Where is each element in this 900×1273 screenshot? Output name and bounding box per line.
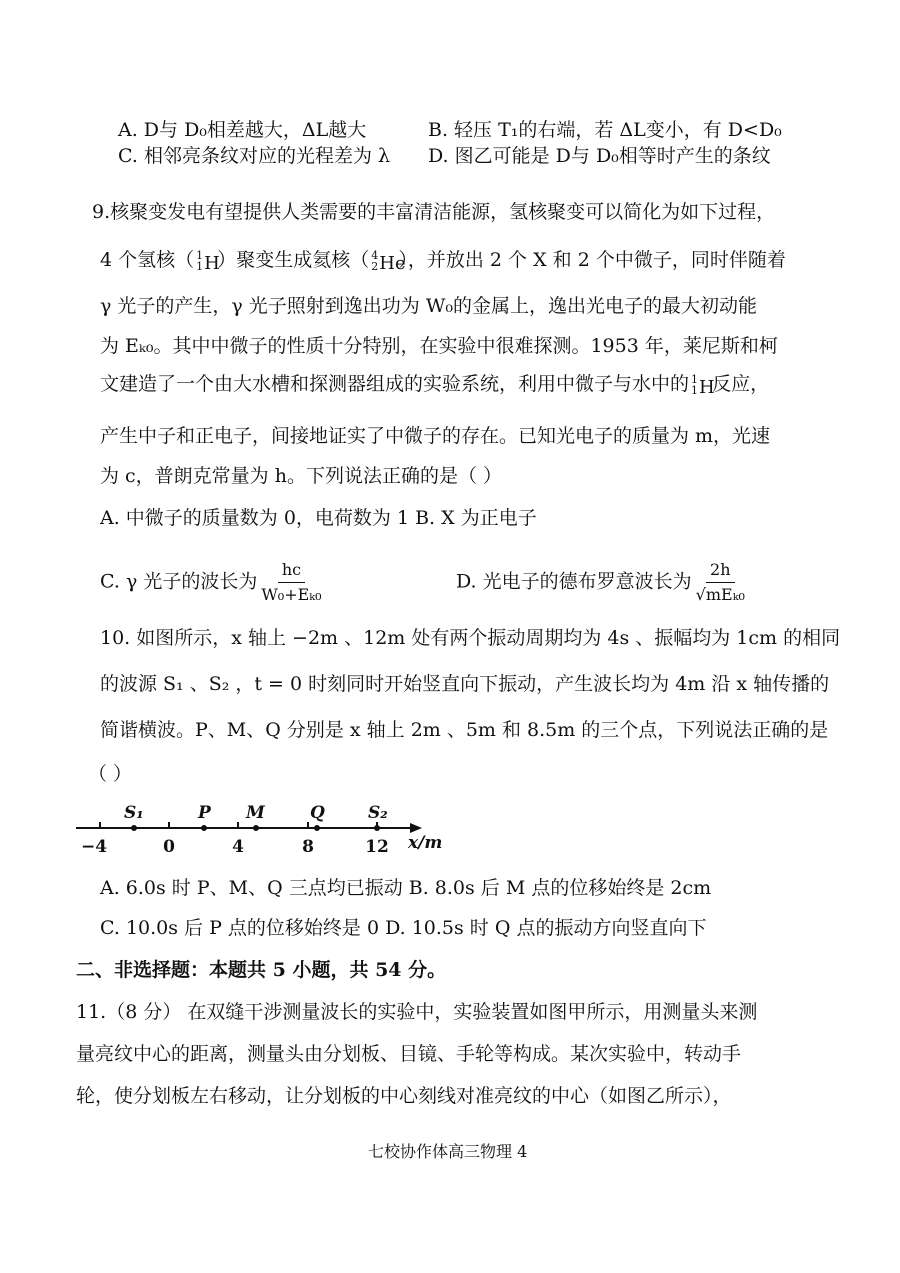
q9-line-5: 文建造了一个由大水槽和探测器组成的实验系统，利用中微子与水中的 1 1 H 反应， — [100, 373, 770, 398]
point-s2 — [374, 825, 380, 831]
debroglie-fraction: $\frac{2h}{\text{√mEₖ₀}}$ — [695, 560, 745, 604]
tick-label-12: 12 — [365, 837, 389, 857]
q8-option-d: D. 图乙可能是 D与 D₀相等时产生的条纹 — [428, 145, 771, 167]
q9-line-4: 为 Eₖ₀。其中中微子的性质十分特别，在实验中很难探测。1953 年，莱尼斯和柯 — [100, 335, 778, 357]
q8-option-c: C. 相邻亮条纹对应的光程差为 λ — [118, 145, 391, 167]
label-s1: S₁ — [124, 803, 144, 823]
hydrogen-nuclide: 1 1 H — [196, 249, 220, 274]
q9-line-6: 产生中子和正电子，间接地证实了中微子的存在。已知光电子的质量为 m，光速 — [100, 425, 771, 447]
tick-label-neg4: −4 — [80, 837, 108, 857]
q11-line-1: 11.（8 分） 在双缝干涉测量波长的实验中，实验装置如图甲所示，用测量头来测 — [76, 1001, 758, 1023]
label-m: M — [246, 803, 265, 823]
q10-line-1: 10. 如图所示，x 轴上 −2m 、12m 处有两个振动周期均为 4s 、振幅均为 1cm 的相同 — [100, 627, 841, 649]
wavelength-fraction: $\frac{hc}{\text{W₀+Eₖ₀}}$ — [261, 560, 322, 604]
axis-unit-label: x/m — [408, 833, 443, 853]
x-axis-diagram — [60, 796, 460, 860]
label-s2: S₂ — [368, 803, 388, 823]
q11-line-2: 量亮纹中心的距离，测量头由分划板、目镜、手轮等构成。某次实验中，转动手 — [76, 1043, 742, 1065]
q10-line-4: （ ） — [88, 763, 133, 785]
q9-line-7: 为 c，普朗克常量为 h。下列说法正确的是（ ） — [100, 465, 502, 487]
point-m — [253, 825, 259, 831]
tick-label-4: 4 — [232, 837, 244, 857]
q10-options-cd: C. 10.0s 后 P 点的位移始终是 0 D. 10.5s 时 Q 点的振动方向竖直向下 — [100, 917, 707, 939]
point-q — [314, 825, 320, 831]
page-footer: 七校协作体高三物理 4 — [368, 1142, 528, 1161]
point-s1 — [131, 825, 137, 831]
tick-label-0: 0 — [163, 837, 175, 857]
q9-option-c: C. γ 光子的波长为 $\frac{hc}{\text{W₀+Eₖ₀}}$ — [100, 558, 326, 607]
q10-line-3: 简谐横波。P、M、Q 分别是 x 轴上 2m 、5m 和 8.5m 的三个点，下列说法正确的是 — [100, 719, 829, 741]
q11-line-3: 轮，使分划板左右移动，让分划板的中心刻线对准亮纹的中心（如图乙所示）， — [76, 1085, 732, 1107]
q8-option-b: B. 轻压 T₁的右端，若 ΔL变小，有 D<D₀ — [428, 119, 782, 141]
q9-option-d: D. 光电子的德布罗意波长为 $\frac{2h}{\text{√mEₖ₀}}$ — [456, 558, 749, 607]
axis-arrow — [410, 823, 422, 833]
point-p — [201, 825, 207, 831]
q10-options-ab: A. 6.0s 时 P、M、Q 三点均已振动 B. 8.0s 后 M 点的位移始终是 2cm — [100, 877, 712, 899]
label-q: Q — [310, 803, 325, 823]
tick-label-8: 8 — [302, 837, 314, 857]
q10-line-2: 的波源 S₁ 、S₂ ，t = 0 时刻同时开始竖直向下振动，产生波长均为 4m 沿 x 轴传播的 — [100, 673, 830, 695]
q9-options-ab: A. 中微子的质量数为 0，电荷数为 1 B. X 为正电子 — [100, 507, 537, 529]
q9-line-1: 9.核聚变发电有望提供人类需要的丰富清洁能源，氢核聚变可以简化为如下过程， — [92, 201, 776, 223]
label-p: P — [198, 803, 211, 823]
hydrogen-nuclide-2: 1 1 H — [691, 373, 715, 398]
q8-option-a: A. D与 D₀相差越大，ΔL越大 — [118, 119, 367, 141]
helium-nuclide: 4 2 He — [371, 249, 406, 274]
q9-line-2: 4 个氢核（ 1 1 H ）聚变生成氦核（ 4 2 He ），并放出 2 个 X 和 2 个中微子，同时伴随着 — [100, 249, 786, 274]
section-2-heading: 二、非选择题：本题共 5 小题，共 54 分。 — [76, 959, 447, 981]
q9-line-3: γ 光子的产生，γ 光子照射到逸出功为 W₀的金属上，逸出光电子的最大初动能 — [100, 295, 757, 317]
